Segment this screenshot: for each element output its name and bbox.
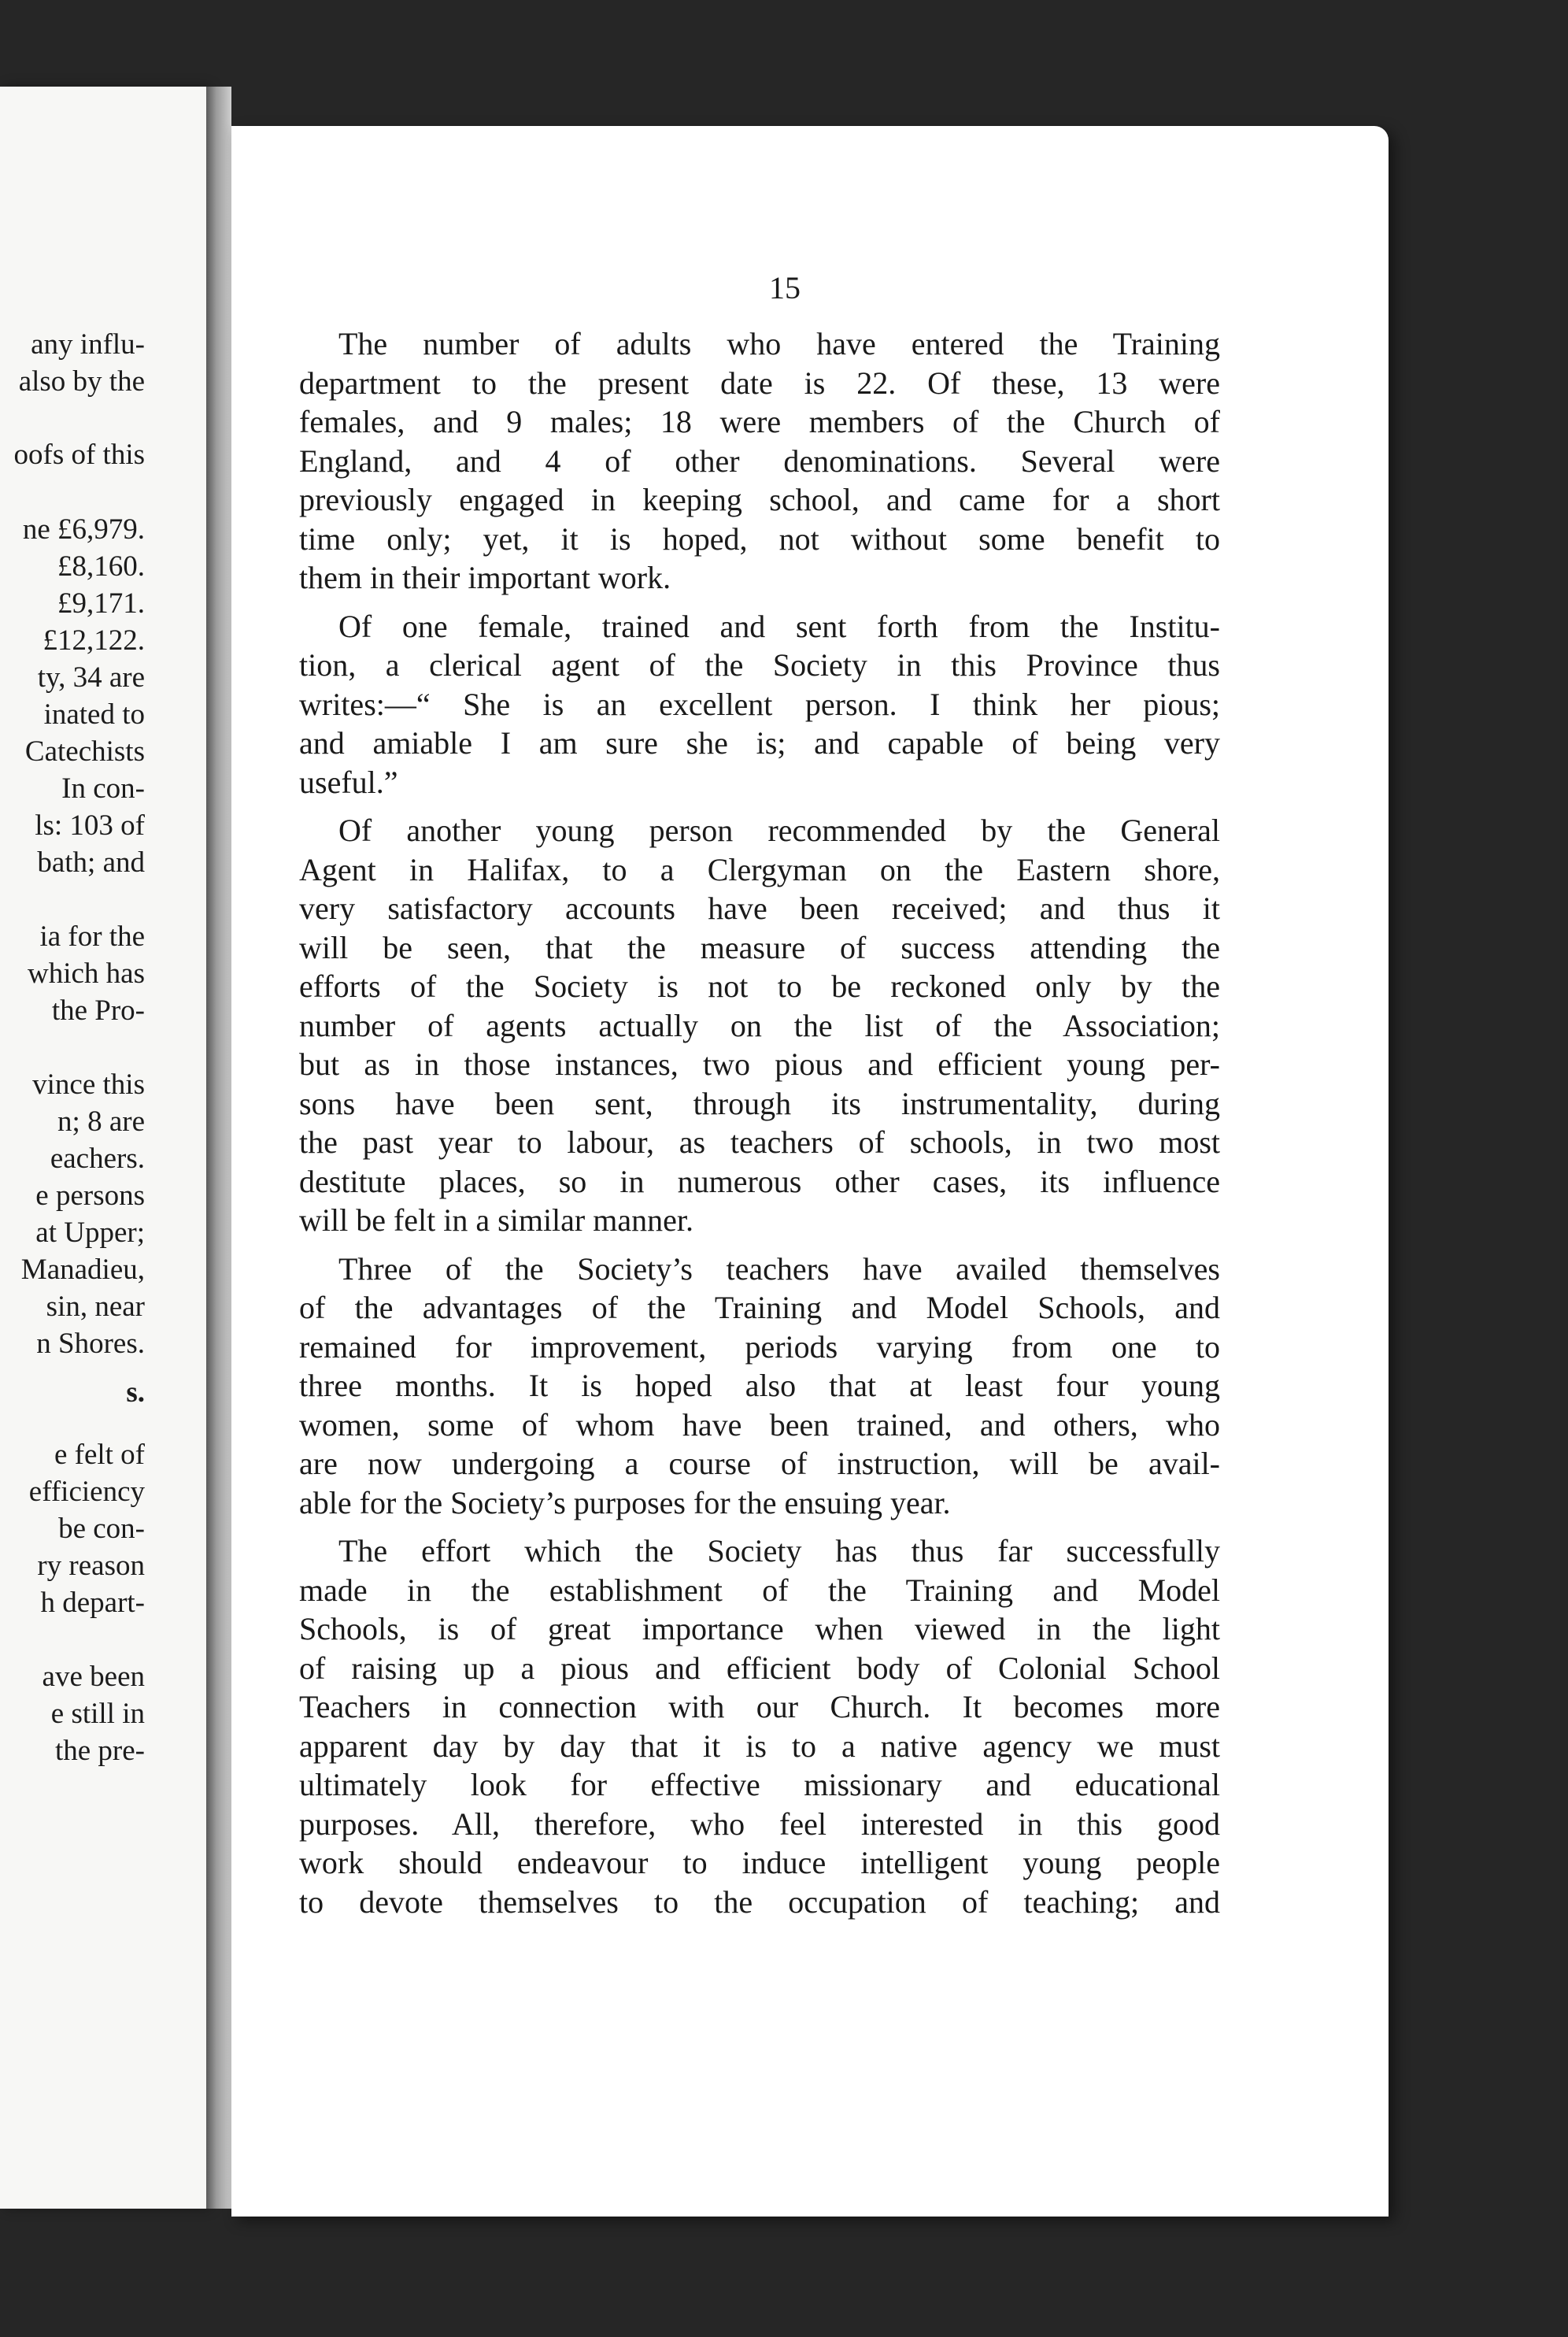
previous-page-line: also by the: [18, 365, 145, 398]
text-line: department to the present date is 22. Of these, 13 were: [299, 365, 1220, 401]
text-line: previously engaged in keeping school, and came for a short: [299, 482, 1220, 517]
previous-page-line: £9,171.: [57, 587, 145, 620]
previous-page-line: ne £6,979.: [22, 513, 145, 546]
text-line: very satisfactory accounts have been received; and thus it: [299, 891, 1220, 926]
previous-page-line: the Pro-: [51, 994, 145, 1027]
text-line: able for the Society’s purposes for the ensuing year.: [299, 1484, 951, 1520]
previous-page-line: h depart-: [40, 1587, 145, 1619]
previous-page-line: efficiency: [28, 1476, 145, 1508]
paragraph: [299, 1531, 1220, 1921]
previous-page-line: e persons: [35, 1180, 145, 1212]
text-line: remained for improvement, periods varying from one to: [299, 1328, 1220, 1365]
previous-page-line: n; 8 are: [57, 1106, 145, 1138]
paragraph: [299, 811, 1220, 1240]
text-line: three months. It is hoped also that at least four young: [299, 1368, 1220, 1403]
previous-page-line: In con-: [61, 772, 145, 805]
text-line: Agent in Halifax, to a Clergyman on the Eastern shore,: [299, 851, 1220, 887]
current-page: [231, 126, 1389, 2217]
text-line: number of agents actually on the list of the Association;: [299, 1007, 1220, 1043]
paragraph: [299, 607, 1220, 802]
previous-page-line: eachers.: [50, 1143, 145, 1175]
previous-page-line: Manadieu,: [20, 1254, 145, 1286]
previous-page-line: inated to: [43, 698, 145, 731]
text-line: made in the establishment of the Training and Model: [299, 1572, 1220, 1608]
text-line: of the advantages of the Training and Model Schools, and: [299, 1290, 1220, 1325]
previous-page-line: at Upper;: [35, 1217, 145, 1249]
text-line: will be seen, that the measure of success attending the: [299, 929, 1220, 965]
previous-page-line: Catechists: [24, 735, 145, 768]
previous-page-line: which has: [28, 957, 145, 990]
previous-page-line: be con-: [58, 1513, 145, 1545]
text-line: destitute places, so in numerous other cases, its influence: [299, 1163, 1220, 1199]
previous-page-line: ave been: [42, 1661, 145, 1693]
previous-page-line: any influ-: [31, 328, 145, 361]
previous-page-line: n Shores.: [36, 1328, 145, 1360]
text-line: purposes. All, therefore, who feel interested in this good: [299, 1806, 1220, 1842]
previous-page-line: oofs of this: [13, 439, 145, 471]
previous-page-line: ry reason: [37, 1550, 145, 1582]
text-line: Schools, is of great importance when viewed in the light: [299, 1611, 1220, 1646]
text-line: are now undergoing a course of instruction, will be avail-: [299, 1446, 1220, 1481]
text-line: England, and 4 of other denominations. Several were: [299, 443, 1220, 479]
text-line: The number of adults who have entered the Training: [338, 326, 1220, 361]
page-body-text: [299, 324, 1220, 1931]
text-line: them in their important work.: [299, 560, 671, 595]
text-line: of raising up a pious and efficient body of Colonial School: [299, 1650, 1220, 1686]
previous-page-line: £12,122.: [43, 624, 145, 657]
previous-page-line: e felt of: [54, 1439, 145, 1471]
previous-page-line: sin, near: [46, 1291, 145, 1323]
text-line: efforts of the Society is not to be reckoned only by the: [299, 969, 1220, 1004]
text-line: Three of the Society’s teachers have availed themselves: [338, 1250, 1220, 1287]
text-line: the past year to labour, as teachers of schools, in two most: [299, 1124, 1220, 1160]
text-line: Of another young person recommended by the General: [338, 813, 1220, 848]
previous-page-line: £8,160.: [57, 550, 145, 583]
text-line: will be felt in a similar manner.: [299, 1202, 693, 1238]
paragraph: [299, 1250, 1220, 1523]
text-line: writes:—“ She is an excellent person. I think her pious;: [299, 686, 1220, 722]
page-number: 15: [769, 270, 801, 306]
text-line: useful.”: [299, 764, 398, 800]
text-line: but as in those instances, two pious and efficient young per-: [299, 1046, 1220, 1082]
text-line: The effort which the Society has thus far successfully: [338, 1533, 1220, 1568]
previous-page-line: ls: 103 of: [35, 809, 145, 842]
paragraph: [299, 324, 1220, 598]
previous-page-line: ty, 34 are: [37, 661, 145, 694]
text-line: work should endeavour to induce intelligent young people: [299, 1845, 1220, 1880]
previous-page-line: e still in: [50, 1698, 145, 1730]
text-line: Teachers in connection with our Church. It becomes more: [299, 1689, 1220, 1724]
text-line: to devote themselves to the occupation of teaching; and: [299, 1883, 1220, 1920]
text-line: females, and 9 males; 18 were members of the Church of: [299, 404, 1220, 439]
text-line: apparent day by day that it is to a native agency we must: [299, 1728, 1220, 1764]
previous-page-line: ia for the: [39, 920, 145, 953]
text-line: women, some of whom have been trained, and others, who: [299, 1406, 1220, 1443]
previous-page-heading: s.: [126, 1376, 145, 1409]
text-line: and amiable I am sure she is; and capable of being very: [299, 725, 1220, 761]
previous-page-line: the pre-: [54, 1735, 145, 1767]
text-line: ultimately look for effective missionary and educational: [299, 1767, 1220, 1802]
previous-page-line: bath; and: [37, 846, 145, 879]
previous-page: [0, 87, 206, 2209]
text-line: Of one female, trained and sent forth from the Institu-: [338, 608, 1220, 644]
text-line: tion, a clerical agent of the Society in this Province thus: [299, 647, 1220, 683]
book-gutter: [206, 87, 231, 2209]
text-line: time only; yet, it is hoped, not without some benefit to: [299, 520, 1220, 557]
previous-page-line: vince this: [32, 1069, 145, 1101]
text-line: sons have been sent, through its instrumentality, during: [299, 1085, 1220, 1121]
